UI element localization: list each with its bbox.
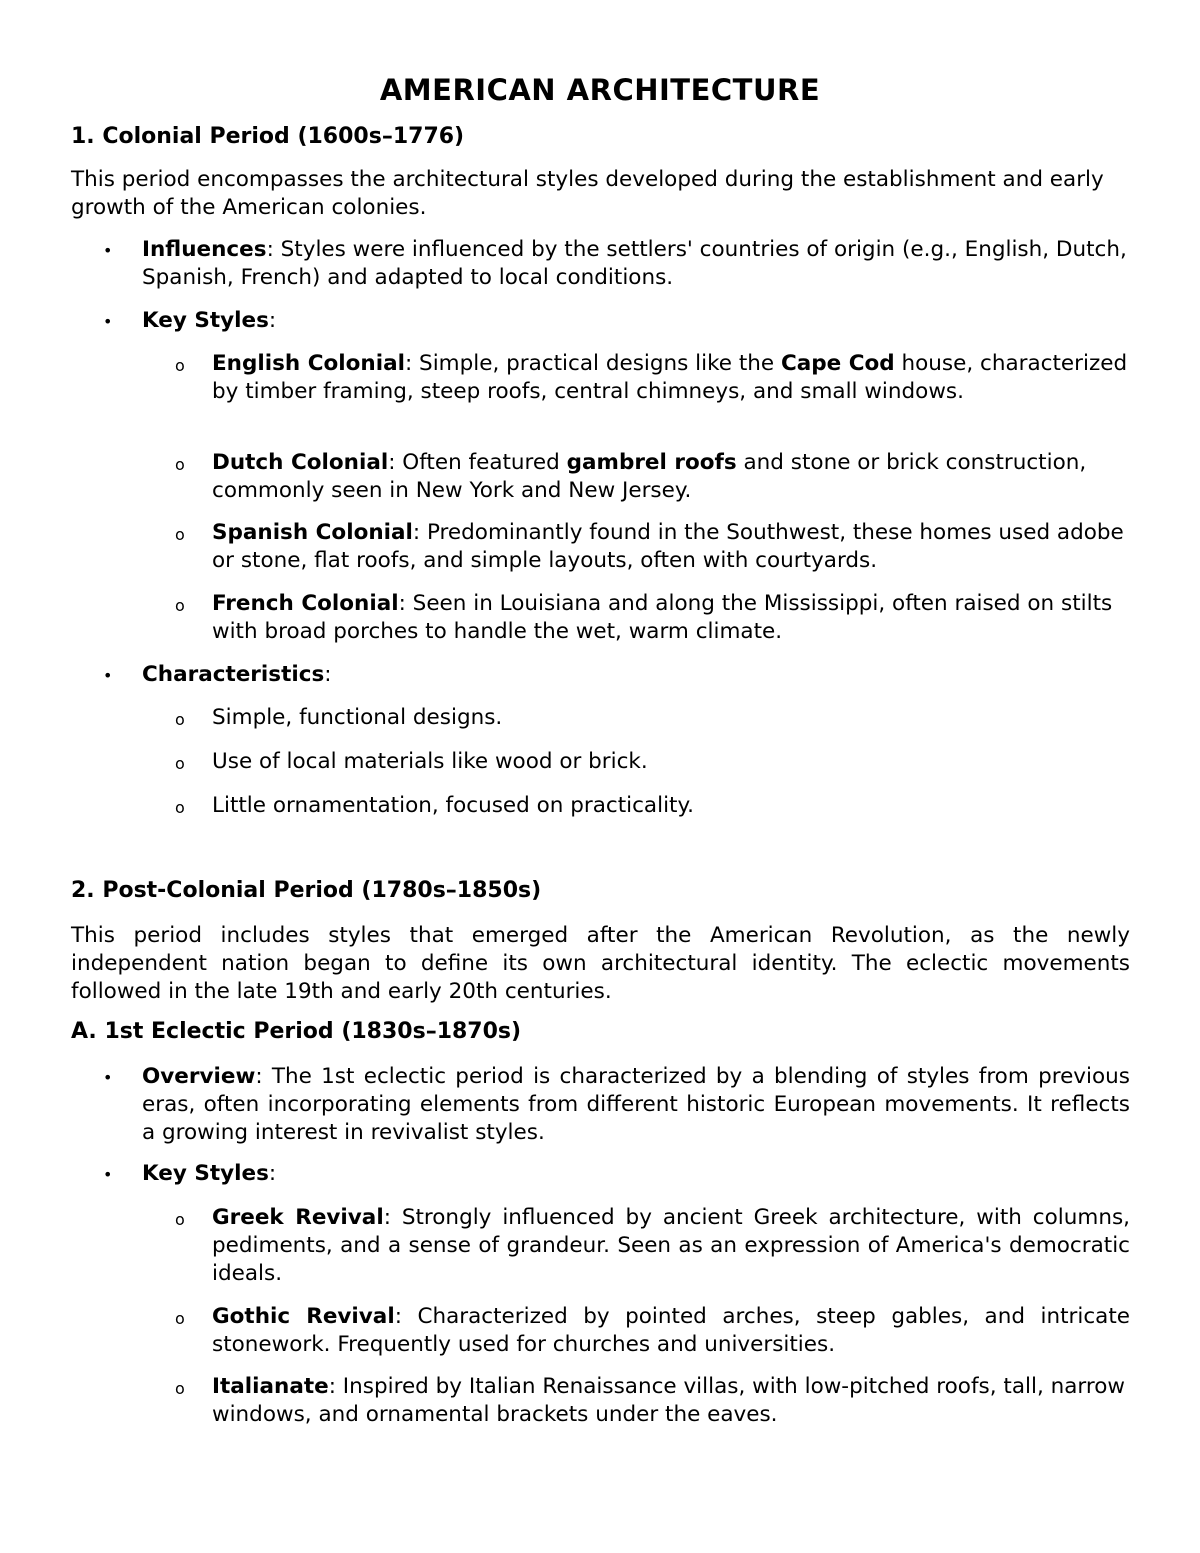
sub-bullet-marker: o: [175, 356, 185, 375]
italianate-term: Italianate: [212, 1374, 329, 1399]
french-colonial-term: French Colonial: [212, 591, 399, 616]
sub-bullet-marker: o: [175, 1309, 185, 1328]
section-2-heading: 2. Post-Colonial Period (1780s–1850s): [71, 878, 542, 903]
key-styles-term: Key Styles: [142, 308, 269, 333]
bullet-marker: •: [103, 312, 113, 331]
section-1-intro: This period encompasses the architectural styles developed during the establishment and early growth of the American colonies.: [71, 167, 1104, 220]
bullet-marker: •: [103, 241, 113, 260]
english-colonial-term: English Colonial: [212, 351, 405, 376]
characteristic-item: Simple, functional designs.: [212, 705, 503, 730]
sub-bullet-marker: o: [175, 1210, 185, 1229]
document-title: AMERICAN ARCHITECTURE: [379, 73, 821, 107]
overview-term: Overview: [142, 1064, 256, 1089]
english-colonial-item: [212, 350, 1130, 406]
spanish-colonial-item: [212, 519, 1130, 575]
key-styles-colon-2: :: [268, 1161, 277, 1186]
characteristic-item: Use of local materials like wood or brick.: [212, 749, 648, 774]
sub-bullet-marker: o: [175, 1379, 185, 1398]
gothic-revival-text: : Characterized by pointed arches, steep gables, and intricate stonework. Frequently used for churches and universities.: [212, 1304, 1131, 1357]
french-colonial-text: : Seen in Louisiana and along the Mississippi, often raised on stilts with broad porches to handle the wet, warm climate.: [212, 591, 1113, 644]
section-2a-heading: A. 1st Eclectic Period (1830s–1870s): [71, 1019, 522, 1044]
greek-revival-term: Greek Revival: [212, 1205, 384, 1230]
dutch-colonial-item: [212, 449, 1130, 505]
sub-bullet-marker: o: [175, 710, 185, 729]
dutch-colonial-term: Dutch Colonial: [212, 450, 389, 475]
key-styles-term-2: Key Styles: [142, 1161, 269, 1186]
key-styles-colon: :: [268, 308, 277, 333]
gothic-revival-item: [212, 1303, 1130, 1359]
cape-cod-term: Cape Cod: [781, 351, 895, 376]
greek-revival-text: : Strongly influenced by ancient Greek architecture, with columns, pediments, and a sense of grandeur. Seen as an expression of America's democratic ideals.: [212, 1205, 1130, 1286]
influences-term: Influences: [142, 237, 267, 262]
sub-bullet-marker: o: [175, 525, 185, 544]
italianate-item: [212, 1373, 1130, 1429]
bullet-marker: •: [103, 666, 113, 685]
greek-revival-item: [212, 1204, 1130, 1288]
sub-bullet-marker: o: [175, 455, 185, 474]
english-colonial-text-b: house, characterized by timber framing, steep roofs, central chimneys, and small windows.: [212, 351, 1128, 404]
overview-text: : The 1st eclectic period is characterized by a blending of styles from previous eras, often incorporating elements from different historic European movements. It reflects a growing interest in revivalist styles.: [142, 1064, 1130, 1145]
gothic-revival-term: Gothic Revival: [212, 1304, 395, 1329]
dutch-colonial-text-a: : Often featured: [388, 450, 567, 475]
characteristics-colon: :: [324, 662, 332, 687]
influences-item: [142, 236, 1130, 292]
characteristics-term: Characteristics: [142, 662, 325, 687]
section-2-intro: This period includes styles that emerged after the American Revolution, as the newly independent nation began to define its own architectural identity. The eclectic movements followed in the late 19th and early 20th centuries.: [71, 923, 1130, 1004]
influences-text: : Styles were influenced by the settlers' countries of origin (e.g., English, Dutch, Spanish, French) and adapted to local conditions.: [142, 237, 1127, 290]
characteristic-item: Little ornamentation, focused on practicality.: [212, 793, 694, 818]
sub-bullet-marker: o: [175, 596, 185, 615]
sub-bullet-marker: o: [175, 754, 185, 773]
section-1-heading: 1. Colonial Period (1600s–1776): [71, 124, 465, 149]
gambrel-roofs-term: gambrel roofs: [566, 450, 737, 475]
overview-item: [142, 1063, 1130, 1147]
italianate-text: : Inspired by Italian Renaissance villas, with low-pitched roofs, tall, narrow windows, and ornamental brackets under the eaves.: [212, 1374, 1125, 1427]
spanish-colonial-term: Spanish Colonial: [212, 520, 413, 545]
english-colonial-text-a: : Simple, practical designs like the: [404, 351, 781, 376]
french-colonial-item: [212, 590, 1130, 646]
sub-bullet-marker: o: [175, 798, 185, 817]
key-styles-label-2: [142, 1160, 1130, 1188]
spanish-colonial-text: : Predominantly found in the Southwest, these homes used adobe or stone, flat roofs, and simple layouts, often with courtyards.: [212, 520, 1124, 573]
characteristics-label: [142, 661, 1130, 689]
bullet-marker: •: [103, 1165, 113, 1184]
bullet-marker: •: [103, 1068, 113, 1087]
key-styles-label: [142, 307, 1130, 335]
dutch-colonial-text-b: and stone or brick construction, commonly seen in New York and New Jersey.: [212, 450, 1087, 503]
